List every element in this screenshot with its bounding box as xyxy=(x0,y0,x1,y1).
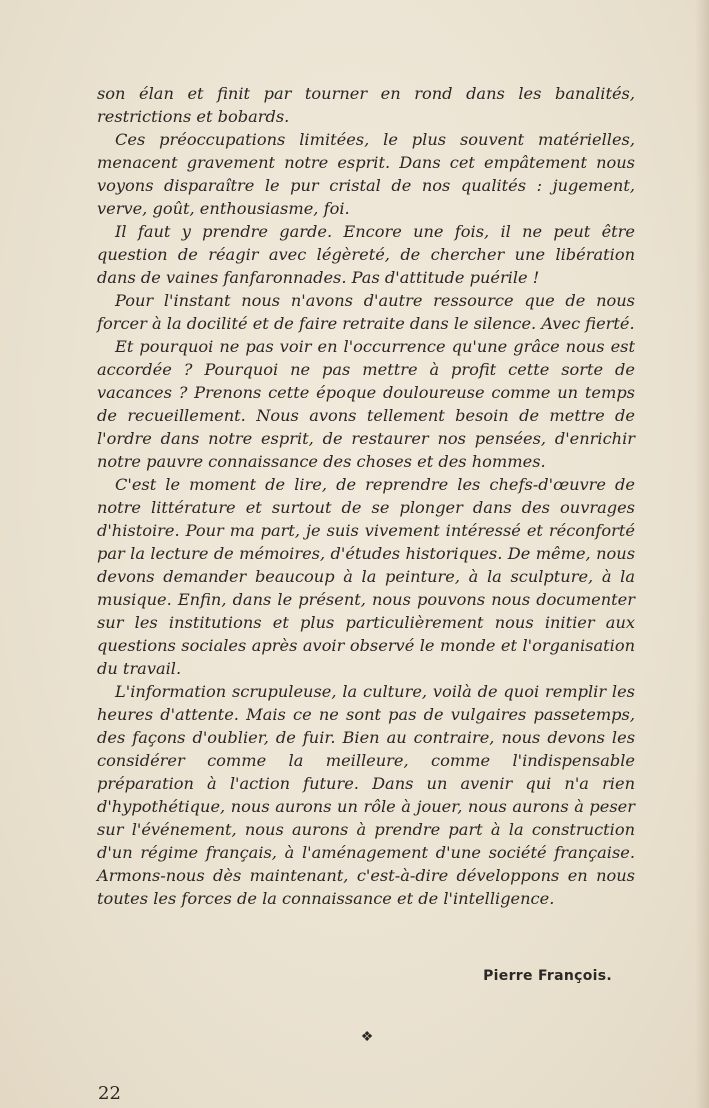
page-number: 22 xyxy=(98,1083,121,1104)
paragraph-1: son élan et finit par tourner en rond dans les banalités, restrictions et bobards. xyxy=(97,84,635,126)
paragraph-4: Pour l'instant nous n'avons d'autre ressource que de nous forcer à la docilité et de faire retraite dans le silence. Avec fierté. xyxy=(97,291,635,333)
paragraph-7: L'information scrupuleuse, la culture, voilà de quoi remplir les heures d'attente. Mais ce ne sont pas de vulgaires passetemps, des façons d'oublier, de fuir. Bien au contraire, nous devons les considérer comme la meilleure, comme l'indispensable préparation à l'action future. Dans un avenir qui n'a rien d'hypothétique, nous aurons un rôle à jouer, nous aurons à peser sur l'événement, nous aurons à prendre part à la construction d'un régime français, à l'aménagement d'une société française. Armons-nous dès maintenant, c'est-à-dire développons en nous toutes les forces de la connaissance et de l'intelligence. xyxy=(97,682,635,908)
paragraph-5: Et pourquoi ne pas voir en l'occurrence qu'une grâce nous est accordée ? Pourquoi ne pas mettre à profit cette sorte de vacances ? Prenons cette époque douloureuse comme un temps de recueillement. Nous avons tellement besoin de mettre de l'ordre dans notre esprit, de restaurer nos pensées, d'enrichir notre pauvre connaissance des choses et des hommes. xyxy=(97,337,635,471)
ornament-icon: ❖ xyxy=(360,1029,374,1045)
page-edge-shadow xyxy=(695,0,709,1108)
paragraph-2: Ces préoccupations limitées, le plus souvent matérielles, menacent gravement notre esprit. Dans cet empâtement nous voyons disparaître le pur cristal de nos qualités : jugement, verve, goût, enthousiasme, foi. xyxy=(97,130,635,218)
paragraph-6: C'est le moment de lire, de reprendre les chefs-d'œuvre de notre littérature et surtout de se plonger dans des ouvrages d'histoire. Pour ma part, je suis vivement intéressé et réconforté par la lecture de mémoires, d'études historiques. De même, nous devons demander beaucoup à la peinture, à la sculpture, à la musique. Enfin, dans le présent, nous pouvons nous documenter sur les institutions et plus particulièrement nous initier aux questions sociales après avoir observé le monde et l'organisation du travail. xyxy=(97,475,635,678)
article-body xyxy=(97,82,635,910)
paragraph-3: Il faut y prendre garde. Encore une fois, il ne peut être question de réagir avec légèreté, de chercher une libération dans de vaines fanfaronnades. Pas d'attitude puérile ! xyxy=(97,222,635,287)
author-signature: Pierre François. xyxy=(483,968,612,984)
